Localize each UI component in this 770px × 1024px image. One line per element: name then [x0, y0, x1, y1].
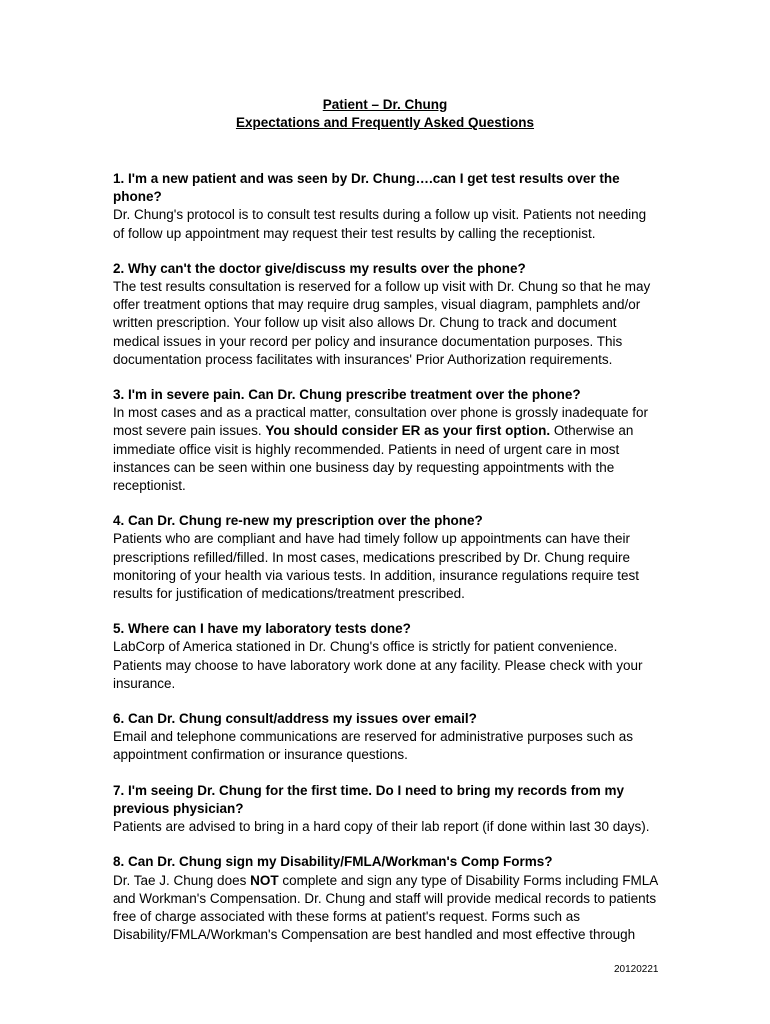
faq-answer: Dr. Chung's protocol is to consult test results during a follow up visit. Patients not needing of follow up appointment may request their test results by calling the receptionist.: [113, 207, 647, 241]
title-line-2: Expectations and Frequently Asked Questions: [235, 115, 535, 130]
faq-answer: [113, 872, 658, 945]
faq-question: 6. Can Dr. Chung consult/address my issues over email?: [113, 711, 477, 727]
faq-item-7: [113, 782, 658, 837]
faq-question: 8. Can Dr. Chung sign my Disability/FMLA/Workman's Comp Forms?: [113, 854, 553, 870]
answer-emphasis: NOT: [250, 872, 279, 888]
title-line-1: Patient – Dr. Chung: [322, 97, 448, 112]
answer-text: Otherwise an immediate office visit is highly recommended. Patients in need of urgent care in most instances can be seen within one business day by requesting appointments with the receptionist.: [113, 423, 634, 494]
document-code: 20120221: [614, 964, 659, 975]
faq-item-5: [113, 620, 658, 693]
faq-item-4: [113, 512, 658, 603]
answer-emphasis: You should consider ER as your first option.: [265, 423, 551, 439]
faq-question: 4. Can Dr. Chung re-new my prescription over the phone?: [113, 513, 483, 529]
answer-text: complete and sign any type of Disability Forms including FMLA and Workman's Compensation. Dr. Chung and staff will provide medical records to patients free of charge associated with these forms at patient's request. Forms such as Disability/FMLA/Workman's Compensation are best handled and most effective through: [113, 872, 658, 943]
faq-question: 7. I'm seeing Dr. Chung for the first time. Do I need to bring my records from my previous physician?: [113, 782, 625, 816]
faq-answer: Patients are advised to bring in a hard copy of their lab report (if done within last 30 days).: [113, 819, 650, 835]
answer-text: Dr. Tae J. Chung does: [113, 872, 251, 888]
faq-answer: LabCorp of America stationed in Dr. Chung's office is strictly for patient convenience. Patients may choose to have laboratory work done at any facility. Please check with your insurance.: [113, 639, 643, 691]
faq-answer: [113, 404, 658, 495]
faq-item-3: [113, 386, 658, 495]
faq-item-2: [113, 260, 658, 369]
faq-list: [113, 170, 658, 961]
faq-answer: Email and telephone communications are reserved for administrative purposes such as appointment confirmation or insurance questions.: [113, 729, 634, 763]
answer-text: In most cases and as a practical matter, consultation over phone is grossly inadequate for most severe pain issues.: [113, 405, 649, 439]
faq-question: 3. I'm in severe pain. Can Dr. Chung prescribe treatment over the phone?: [113, 387, 581, 403]
faq-item-6: [113, 710, 658, 765]
faq-item-1: [113, 170, 658, 243]
faq-question: 5. Where can I have my laboratory tests done?: [113, 621, 411, 637]
document-title: [0, 96, 770, 132]
faq-answer: The test results consultation is reserved for a follow up visit with Dr. Chung so that he may offer treatment options that may require drug samples, visual diagram, pamphlets and/or written prescription. Your follow up visit also allows Dr. Chung to track and document medical issues in your record per policy and insurance documentation purposes. This documentation process facilitates with insurances' Prior Authorization requirements.: [113, 279, 651, 367]
faq-question: 1. I'm a new patient and was seen by Dr. Chung….can I get test results over the phone?: [113, 171, 620, 205]
faq-item-8: [113, 853, 658, 944]
faq-question: 2. Why can't the doctor give/discuss my results over the phone?: [113, 260, 526, 276]
faq-answer: Patients who are compliant and have had timely follow up appointments can have their prescriptions refilled/filled. In most cases, medications prescribed by Dr. Chung require monitoring of your health via various tests. In addition, insurance regulations require test results for justification of medications/treatment prescribed.: [113, 531, 640, 602]
